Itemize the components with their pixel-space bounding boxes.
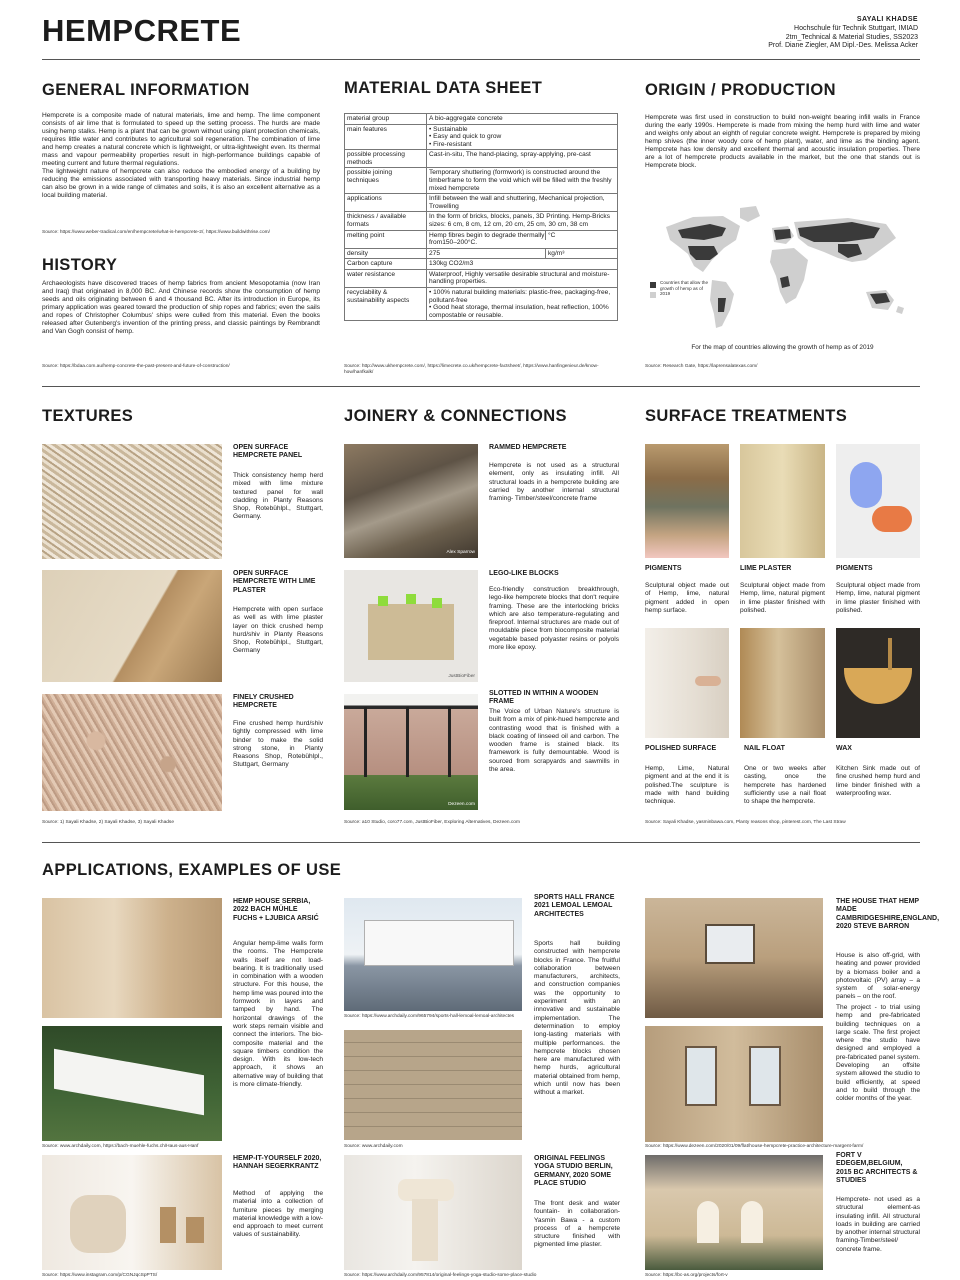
table-row: melting point °C Hemp fibres begin to degrade thermally from150–200°C. — [345, 230, 618, 248]
hemp-block — [368, 604, 454, 660]
datasheet-heading: MATERIAL DATA SHEET — [344, 79, 543, 97]
apps-photo-hemp-house-model — [42, 1026, 222, 1141]
apps-photo-sports-hall — [344, 898, 522, 1011]
table-row: main features • Sustainable • Easy and quick to grow • Fire-resistant — [345, 124, 618, 150]
features-list: • Sustainable • Easy and quick to grow • Fire-resistant — [429, 126, 615, 149]
surface-desc-6: Kitchen Sink made out of fine crushed hemp hurd and lime binder finished with a waterproofing wax. — [836, 765, 920, 797]
joinery-desc-2: Eco-friendly construction breakthrough, lego-like hempcrete blocks that don't require framing. These are the interlocking bricks which are also temperature-regulating and fireproof. Internal structures are made out of mouldable piece from biocomposite material vegetable based polyaster resins or polyols more like epoxy. — [489, 586, 619, 652]
sustainability-list: • 100% natural building materials: plastic-free, packaging-free, pollutant-free • Good heat storage, thermal insulation, heat reflection, 100% compostable or reusable. — [429, 289, 615, 319]
texture-caption-3: FINELY CRUSHED HEMPCRETE — [233, 694, 294, 710]
origin-source: Source: Research Gate, https://laprensalatexas.com/ — [645, 364, 758, 369]
surface-source: Source: Sayali Khadse, yasminbawa.com, Planty reasons shop, pinterest.com, The Last Straw — [645, 820, 846, 825]
apps-caption-fort-v: FORT V EDEGEM,BELGIUM, 2015 BC ARCHITECTS & STUDIES — [836, 1152, 918, 1184]
joinery-photo-wooden-frame: Dezeen.com — [344, 694, 478, 810]
surface-photo-wax — [836, 628, 920, 738]
apps-caption-hemp-house: HEMP HOUSE SERBIA, 2022 BACH MÜHLE FUCHS + LJUBICA ARSIĆ — [233, 898, 319, 922]
texture-caption-1: OPEN SURFACE HEMPCRETE PANEL — [233, 444, 303, 460]
surface-heading: SURFACE TREATMENTS — [645, 407, 848, 425]
applications-heading: APPLICATIONS, EXAMPLES OF USE — [42, 861, 342, 879]
author-block — [768, 16, 918, 51]
course: 2tm_Technical & Material Studies, SS2023 — [785, 33, 918, 41]
apps-source-sports-hall: Source: https://www.archdaily.com/965794/sports-hall-lemoal-lemoal-architectes — [344, 1014, 515, 1019]
surface-photo-nail-float — [740, 628, 825, 738]
general-paragraph-2: The lightweight nature of hempcrete can also reduce the embodied energy of a building by reducing the emissions associated with transporting heavy materials. Since industrial hemp can also be grown in a wide range of climates and soils, it is also an excellent alternative as a local building material. — [42, 168, 320, 200]
surface-desc-1: Sculptural object made out of Hemp, lime, natural pigment added in open hemp surface. — [645, 582, 729, 614]
surface-desc-5: One or two weeks after casting, once the hempcrete has hardened sufficiently use a nail float to shape the hempcrete. — [744, 765, 826, 806]
apps-caption-house-hemp-made: THE HOUSE THAT HEMP MADE CAMBRIDGESHIRE,ENGLAND, 2020 STEVE BARRON — [836, 898, 940, 930]
apps-photo-house-hemp-made — [645, 898, 823, 1018]
joinery-photo-rammed: Alex Sparrow — [344, 444, 478, 558]
surface-desc-3: Sculptural object made from Hemp, lime, natural pigment in lime plaster finished with polished. — [836, 582, 920, 614]
apps-desc-sports-hall: Sports hall building constructed with hempcrete blocks in France. The fruitful collaboration between manufacturers, architects, and construction companies was the opportunity to experiment with an innovative and sustainable implementation. The determination to employ long-lasting materials with multiple performances. the hempcrete blocks chosen here are manufactured with hemp hurds, agricultural material obtained from hemp, which until now has been without a market. — [534, 940, 620, 1097]
apps-desc-fort-v: Hempcrete- not used as a structural element-as insulating infill. All structural loads in building are carried by another internal structural framing-Timber/steel/ concrete frame. — [836, 1196, 920, 1253]
textures-heading: TEXTURES — [42, 407, 134, 425]
table-row: Carbon capture 130kg CO2/m3 — [345, 259, 618, 270]
table-row: possible joining techniques Temporary shuttering (formwork) is constructed around the timberframe to form the void which will be filled with the freshly mixed hempcrete — [345, 168, 618, 194]
surface-caption-3: PIGMENTS — [836, 565, 873, 572]
joinery-caption-2: LEGO-LIKE BLOCKS — [489, 570, 559, 577]
apps-photo-yoga-studio — [344, 1155, 522, 1270]
apps-caption-yoga-studio: ORIGINAL FEELINGS YOGA STUDIO BERLIN, GERMANY, 2020 SOME PLACE STUDIO — [534, 1155, 613, 1187]
texture-photo-finely-crushed — [42, 694, 222, 811]
general-paragraph-1: Hempcrete is a composite made of natural materials, lime and hemp. The lime component consists of air lime that is formulated to speed up the setting process. The hurds are made using hemp stalks. Hemp is a plant that can be grown without using plant protection chemicals, requires little water and contributes to agricultural soil regeneration. The combination of lime and hemp creates a natural concrete which is lightweight, or ultra-lightweight even. Its thermal mass and vapour permeability properties result in high-performance buildings capable of meeting current and future thermal regulations. — [42, 112, 320, 168]
texture-desc-3: Fine crushed hemp hurd/shiv tightly compressed with lime binder to make the solid strong stone, in Planty Reasons Shop, Rotebühlpl., Stuttgart, Germany — [233, 720, 323, 769]
apps-source-hemp-house: Source: www.archdaily.com, https://bach-muehle-fuchs.ch/Haus-aus-Hanf — [42, 1144, 199, 1149]
apps-photo-hempcrete-blocks — [344, 1030, 522, 1140]
surface-caption-5: NAIL FLOAT — [744, 745, 785, 752]
apps-caption-sports-hall: SPORTS HALL FRANCE 2021 LEMOAL LEMOAL ARCHITECTES — [534, 894, 615, 918]
institution: Hochschule für Technik Stuttgart, IMIAD — [794, 24, 918, 32]
joinery-caption-1: RAMMED HEMPCRETE — [489, 444, 567, 451]
apps-source-hemp-it-yourself: Source: https://www.instagram.com/p/CGNJqcSpPTS/ — [42, 1273, 158, 1278]
apps-desc-yoga-studio: The front desk and water fountain- in collaboration- Yasmin Bawa - a custom process of a hempcrete structure finished with pigmented lime plaster. — [534, 1200, 620, 1249]
texture-desc-2: Hempcrete with open surface as well as with lime plaster layer on thick crushed hemp hurd/shiv in Planty Reasons Shop, Rotebühlpl., Stuttgart, Germany — [233, 606, 323, 655]
apps-source-fort-v: Source: https://bc-as.org/projects/fort-v — [645, 1273, 728, 1278]
apps-desc-hemp-it-yourself: Method of applying the material into a collection of furniture pieces by merging material knowledge with a low-end approach to meet current values of sustainability. — [233, 1190, 323, 1239]
table-row: applications Infill between the wall and shuttering, Mechanical projection, Trowelling — [345, 194, 618, 212]
professors: Prof. Diane Ziegler, AM Dipl.-Des. Melissa Acker — [768, 42, 918, 50]
apps-desc-house-hemp-made-1: House is also off-grid, with heating and power provided by a biomass boiler and a photovoltaic (PV) array – a system of solar-energy panels – on the roof. — [836, 952, 920, 1001]
history-paragraph: Archaeologists have discovered traces of hemp fabrics from ancient Mesopotamia (now Iran and Iraq) that originated in 8,000 BC. And Chinese records show the consumption of hemp seeds and oils originating between 6 and 4 thousand BC. After its introduction in Europe, its primary application was geared toward the production of ship ropes and fabrics; even the sails and ropes of Christopher Columbus' ships were culled from this material. Even the books released after Gutenberg's invention of the printing press, and classic paintings by Rembrandt and Van Gogh consist of hemp. — [42, 280, 320, 336]
surface-desc-2: Sculptural object made from Hemp, lime, natural pigment in lime plaster finished with polished. — [740, 582, 825, 614]
textures-source: Source: 1) Sayali Khadse, 2) Sayali Khadse, 3) Sayali Khadse — [42, 820, 174, 825]
apps-desc-hemp-house: Angular hemp-lime walls form the rooms. The Hempcrete walls itself are not load-bearing. It is traditionally used in combination with a wooden structure. For this house, the hemp lime was poured into the formwork in layers and tamped by hand. The horizontal drawings of the work steps remain visible and connect the interiors. The bio-composite material and the square timbers condition the design. With its low-tech approach, it shows an alternative way of building that is more climate-friendly. — [233, 940, 323, 1089]
general-heading: GENERAL INFORMATION — [42, 81, 250, 99]
joinery-desc-3: The Voice of Urban Nature's structure is built from a mix of pink-hued hempcrete and contrasting wood that is finished with a black coating of linseed oil and carbon. The wooden frame is stained black. Its framework is fully demountable. Wood is sourced from scrapyards and sawmills in the area. — [489, 708, 619, 774]
material-data-table — [344, 113, 618, 321]
table-row: recyclability & sustainability aspects • 100% natural building materials: plastic-free, packaging-free, pollutant-free • Good heat storage, thermal insulation, heat reflection, 100% compostable or reusable. — [345, 287, 618, 320]
table-row: water resistance Waterproof, Highly versatile desirable structural and moisture-handling properties. — [345, 269, 618, 287]
apps-photo-fort-v — [645, 1155, 823, 1270]
joinery-caption-3: SLOTTED IN WITHIN A WOODEN FRAME — [489, 690, 599, 706]
apps-photo-hemp-it-yourself — [42, 1155, 222, 1270]
map-caption: For the map of countries allowing the growth of hemp as of 2019 — [691, 344, 874, 351]
joinery-desc-1: Hempcrete is not used as a structural element, only as insulating infill. All structural loads in a hempcrete building are carried by another internal structural framing- Timber/steel/concrete frame — [489, 462, 619, 503]
surface-photo-pigments-1 — [645, 444, 729, 558]
map-legend: Countries that allow the growth of hemp as of 2019 — [660, 280, 709, 296]
surface-caption-6: WAX — [836, 745, 852, 752]
texture-photo-open-surface — [42, 444, 222, 559]
apps-caption-hemp-it-yourself: HEMP-IT-YOURSELF 2020, HANNAH SEGERKRANTZ — [233, 1155, 322, 1171]
surface-photo-pigments-2 — [836, 444, 920, 558]
apps-source-house-hemp-made: Source: https://www.dezeen.com/2020/01/09/flat/house-hempcrete-practice-architecture-margent-farm/ — [645, 1144, 864, 1149]
world-map — [648, 202, 920, 342]
table-row: possible processing methods Cast-in-situ, The hand-placing, spray-applying, pre-cast — [345, 150, 618, 168]
table-row: density kg/m³ 275 — [345, 248, 618, 259]
surface-caption-2: LIME PLASTER — [740, 565, 792, 572]
apps-source-archdaily: Source: www.archdaily.com — [344, 1144, 403, 1149]
surface-caption-1: PIGMENTS — [645, 565, 682, 572]
texture-desc-1: Thick consistency hemp herd mixed with lime mixture textured panel for wall cladding in Planty Reasons Shop, Rotebühlpl., Stuttgart, Germany. — [233, 472, 323, 521]
datasheet-source: Source: http://www.ukhempcrete.com/, https://limecrete.co.uk/hempcrete-factsheet/, https://www.hanfingenieur.de/know-how/hanfkalk/ — [344, 364, 599, 375]
history-heading: HISTORY — [42, 256, 118, 274]
section-divider-2 — [42, 842, 920, 843]
general-text — [42, 112, 320, 200]
apps-photo-house-interior — [645, 1026, 823, 1142]
texture-photo-lime-plaster — [42, 570, 222, 682]
apps-photo-hemp-house — [42, 898, 222, 1018]
header-divider — [42, 59, 920, 60]
table-row: thickness / available formats In the form of bricks, blocks, panels, 3D Printing. Hemp-Bricks sizes: 6 cm, 8 cm, 12 cm, 20 cm, 25 cm, 30 cm, 38 cm — [345, 212, 618, 230]
texture-caption-2: OPEN SURFACE HEMPCRETE WITH LIME PLASTER — [233, 570, 316, 594]
origin-paragraph: Hempcrete was first used in construction to build non-weight bearing infill walls in France during the early 1990s. Hempcrete is made from mixing the hemp hurd with lime and water and weighs only about an eighth of regular concrete weight. Hempcrete is prepared by mixing hemp shives (the inner woody core of hemp plant), water, and lime as the binding agent. Hempcrete has low density and excellent thermal and acoustic insulation properties. There are a lot of hempcrete products available in the market, but the one that stands out is Hempcrete block. — [645, 114, 920, 170]
surface-photo-lime-plaster — [740, 444, 825, 558]
apps-desc-house-hemp-made-2: The project - to trial using hemp and pre-fabricated building techniques on a large scale. The first project where the studio have designed and employed a pre-fabricated panel system. Developing an offsite system allowed the studio to build efficiently, at speed and to build through the colder months of the year. — [836, 1004, 920, 1103]
surface-caption-4: POLISHED SURFACE — [645, 745, 717, 752]
page-title: HEMPCRETE — [42, 13, 242, 48]
history-source: Source: https://bdaa.com.au/hemp-concrete-the-past-present-and-future-of-construction/ — [42, 364, 230, 369]
joinery-photo-lego-blocks: JustBioFiber — [344, 570, 478, 682]
apps-source-yoga-studio: Source: https://www.archdaily.com/957814/original-feelings-yoga-studio-some-place-studio — [344, 1273, 537, 1278]
section-divider-1 — [42, 386, 920, 387]
table-row: material group A bio-aggregate concrete — [345, 114, 618, 125]
joinery-heading: JOINERY & CONNECTIONS — [344, 407, 567, 425]
general-source: Source: https://www.weber-tradical.com/en/hempcrete/what-is-hempcrete-2/, https://www.buildwithrise.com/ — [42, 230, 270, 235]
author-name: SAYALI KHADSE — [856, 16, 918, 23]
origin-heading: ORIGIN / PRODUCTION — [645, 81, 836, 99]
joinery-source: Source: a10 Studio, coro77.com, JustBioFiber, Exploring Alternatives, Dezeen.com — [344, 820, 520, 825]
datasheet-table-wrap — [344, 113, 618, 321]
surface-desc-4: Hemp, Lime, Natural pigment and at the end it is polished.The sculpture is made with hand building technique. — [645, 765, 729, 806]
surface-photo-polished — [645, 628, 729, 738]
